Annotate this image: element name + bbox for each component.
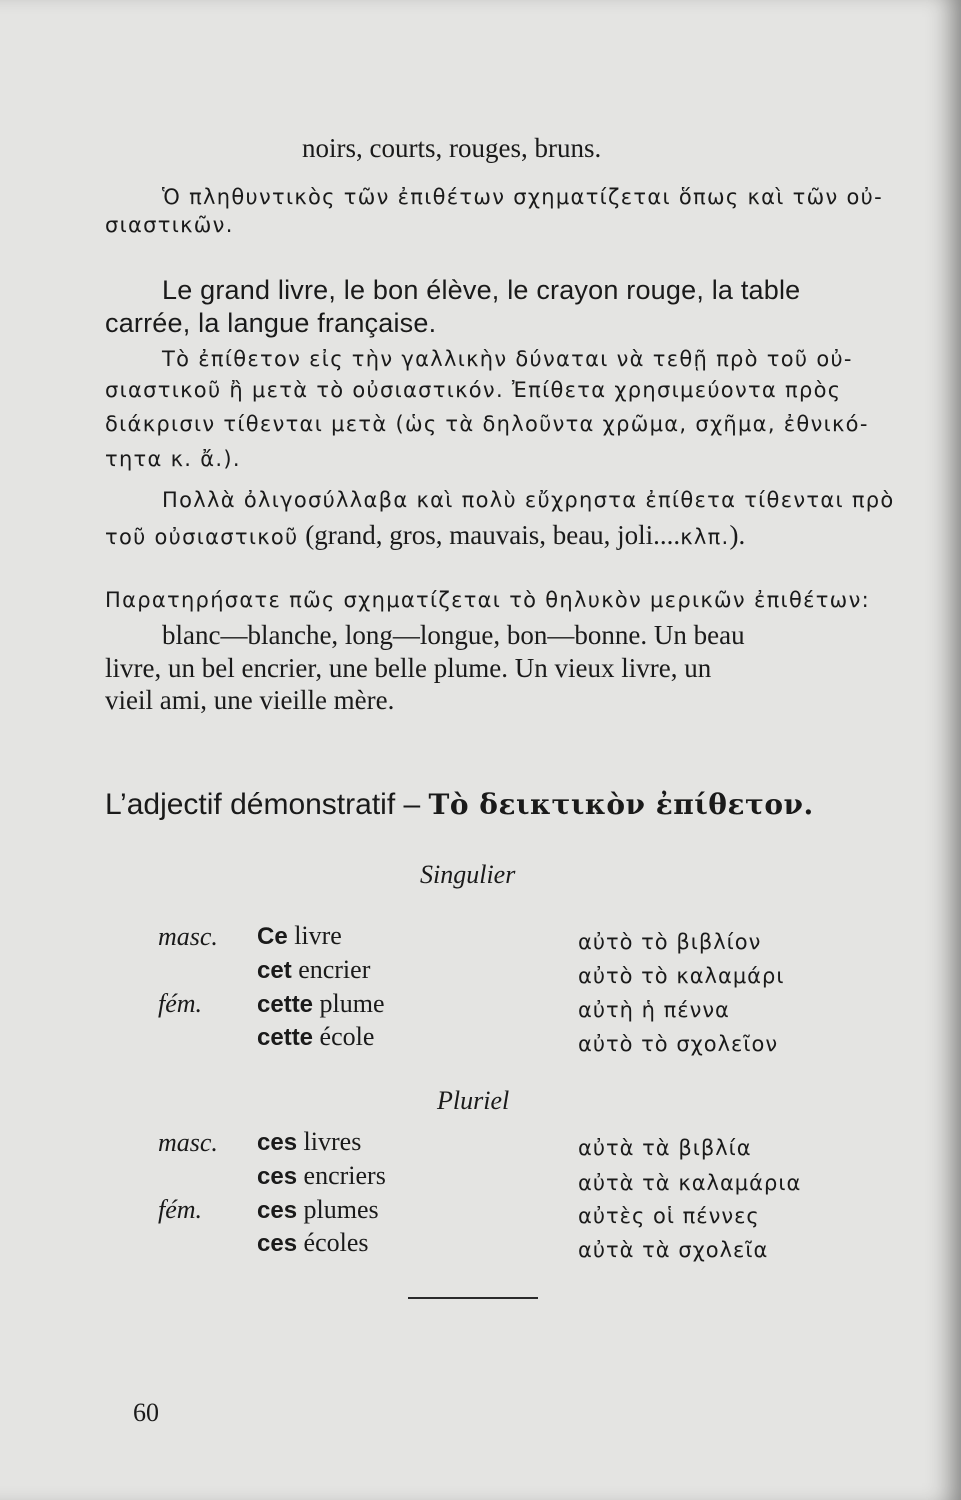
determiner: cette — [257, 991, 314, 1018]
masc-label: masc. — [158, 922, 218, 951]
text-line: διάκρισιν τίθενται μετὰ (ὡς τὰ δηλοῦντα χρῶμα, σχῆμα, ἐθνικό- — [105, 412, 869, 436]
determiner: ces — [257, 1197, 298, 1224]
greek-translation: αὐτὰ τὰ καλαμάρια — [578, 1171, 802, 1195]
singular-row — [257, 1022, 374, 1052]
plural-row — [257, 1161, 386, 1191]
text-line: blanc—blanche, long—longue, bon—bonne. Un beau — [162, 620, 745, 650]
section-divider — [408, 1297, 538, 1299]
determiner: cet — [257, 957, 292, 984]
text-line: carrée, la langue française. — [105, 308, 437, 338]
determiner: ces — [257, 1129, 298, 1156]
text-line: Παρατηρήσατε πῶς σχηματίζεται τὸ θηλυκὸν μερικῶν ἐπιθέτων: — [105, 588, 870, 612]
fem-label: fém. — [158, 1195, 203, 1224]
heading-greek: Τὸ δεικτικὸν ἐπίθετον. — [428, 788, 814, 821]
french-fragment: ). — [729, 520, 746, 550]
noun: encrier — [291, 955, 371, 984]
determiner: ces — [257, 1163, 298, 1190]
determiner: ces — [257, 1230, 298, 1257]
text-line: Πολλὰ ὀλιγοσύλλαβα καὶ πολὺ εὔχρηστα ἐπίθετα τίθενται πρὸ — [162, 488, 895, 512]
page-number: 60 — [133, 1398, 159, 1427]
noun: encriers — [297, 1161, 386, 1190]
greek-translation: αὐτὲς οἱ πέννες — [578, 1204, 760, 1228]
plural-row — [257, 1127, 361, 1157]
greek-translation: αὐτὰ τὰ σχολεῖα — [578, 1238, 769, 1262]
plural-row — [257, 1228, 369, 1258]
singular-row — [257, 955, 370, 985]
determiner: cette — [257, 1024, 314, 1051]
greek-fragment: κλπ. — [680, 525, 730, 549]
text-line: τητα κ. ἄ.). — [105, 447, 241, 471]
greek-translation: αὐτὸ τὸ βιβλίον — [578, 930, 762, 954]
text-line: σιαστικοῦ ἢ μετὰ τὸ οὐσιαστικόν. Ἐπίθετα χρησιμεύοντα πρὸς — [105, 378, 842, 402]
singular-row — [257, 989, 385, 1019]
text-line: noirs, courts, rouges, bruns. — [302, 133, 602, 163]
noun: plume — [313, 989, 385, 1018]
text-line — [105, 520, 745, 551]
noun: écoles — [297, 1228, 369, 1257]
greek-fragment: τοῦ οὐσιαστικοῦ — [105, 525, 299, 549]
greek-translation: αὐτὴ ἡ πέννα — [578, 998, 730, 1022]
plural-title: Pluriel — [437, 1086, 510, 1115]
text-line: Ὁ πληθυντικὸς τῶν ἐπιθέτων σχηματίζεται ὅπως καὶ τῶν οὐ- — [162, 185, 883, 209]
noun: livre — [287, 921, 342, 950]
text-line: Τὸ ἐπίθετον εἰς τὴν γαλλικὴν δύναται νὰ τεθῇ πρὸ τοῦ οὐ- — [162, 347, 853, 371]
noun: plumes — [297, 1195, 379, 1224]
french-fragment: (grand, gros, mauvais, beau, joli.... — [298, 520, 681, 550]
fem-label: fém. — [158, 989, 203, 1018]
determiner: Ce — [257, 923, 288, 950]
greek-translation: αὐτὸ τὸ σχολεῖον — [578, 1032, 779, 1056]
singular-title: Singulier — [420, 860, 516, 889]
text-line: Le grand livre, le bon élève, le crayon rouge, la table — [162, 275, 801, 305]
text-line: vieil ami, une vieille mère. — [105, 685, 395, 715]
noun: école — [313, 1022, 375, 1051]
masc-label: masc. — [158, 1128, 218, 1157]
greek-translation: αὐτὰ τὰ βιβλία — [578, 1136, 752, 1160]
heading-french: L’adjectif démonstratif – — [105, 788, 429, 821]
text-line: σιαστικῶν. — [105, 213, 234, 237]
singular-row — [257, 921, 342, 951]
section-heading — [105, 788, 814, 822]
text-line: livre, un bel encrier, une belle plume. Un vieux livre, un — [105, 653, 712, 683]
noun: livres — [297, 1127, 362, 1156]
greek-translation: αὐτὸ τὸ καλαμάρι — [578, 964, 785, 988]
plural-row — [257, 1195, 379, 1225]
